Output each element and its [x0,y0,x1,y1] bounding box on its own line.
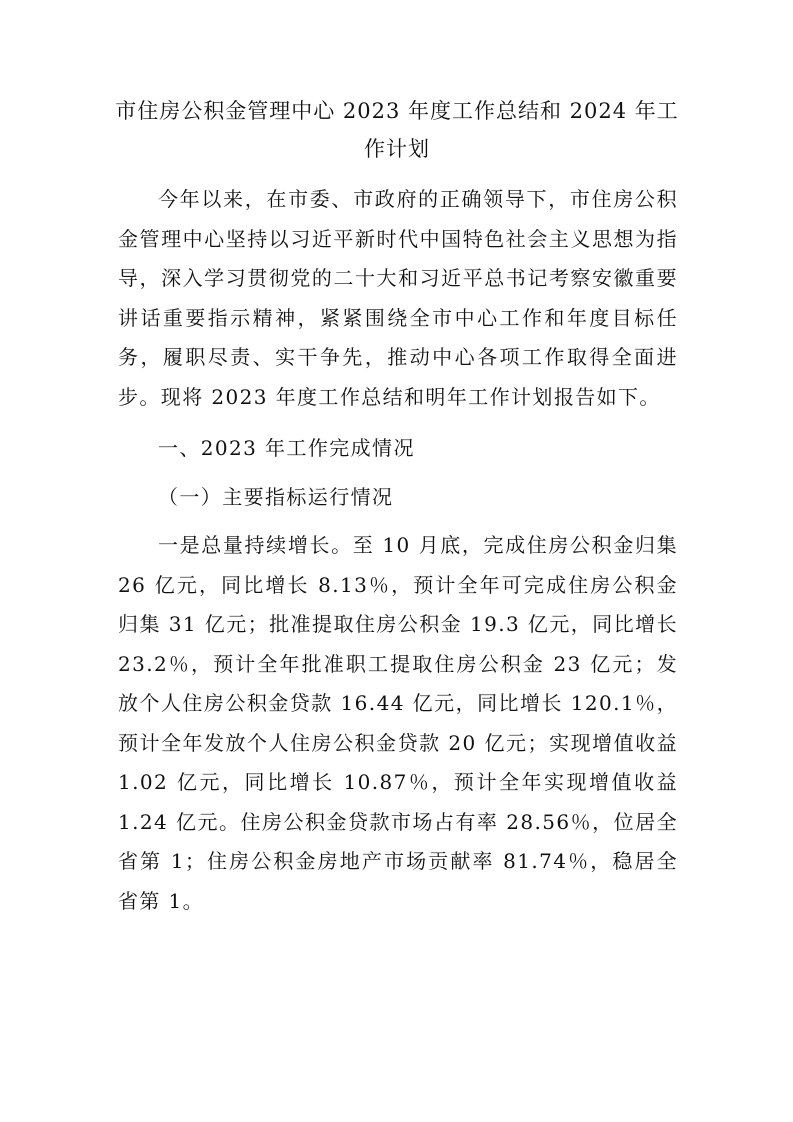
intro-paragraph: 今年以来，在市委、市政府的正确领导下，市住房公积金管理中心坚持以习近平新时代中国特色社会主义思想为指导，深入学习贯彻党的二十大和习近平总书记考察安徽重要讲话重要指示精神，紧紧围绕全市中心工作和年度目标任务，履职尽责、实干争先，推动中心各项工作取得全面进步。现将 2023 年度工作总结和明年工作计划报告如下。 [118,187,678,409]
document-body [118,180,678,921]
indicator-paragraph: 一是总量持续增长。至 10 月底，完成住房公积金归集 26 亿元，同比增长 8.13％，预计全年可完成住房公积金归集 31 亿元；批准提取住房公积金 19.3 亿元，同比增长 23.2％，预计全年批准职工提取住房公积金 23 亿元；发放个人住房公积金贷款 16.44 亿元，同比增长 120.1％，预计全年发放个人住房公积金贷款 20 亿元；实现增值收益 1.02 亿元，同比增长 10.87％，预计全年实现增值收益 1.24 亿元。住房公积金贷款市场占有率 28.56％，位居全省第 1；住房公积金房地产市场贡献率 81.74％，稳居全省第 1。 [118,533,678,913]
subsection-heading: （一）主要指标运行情况 [158,484,394,509]
document-title: 市住房公积金管理中心 2023 年度工作总结和 2024 年工作计划 [115,99,679,161]
section-heading: 一、2023 年工作完成情况 [158,436,415,460]
